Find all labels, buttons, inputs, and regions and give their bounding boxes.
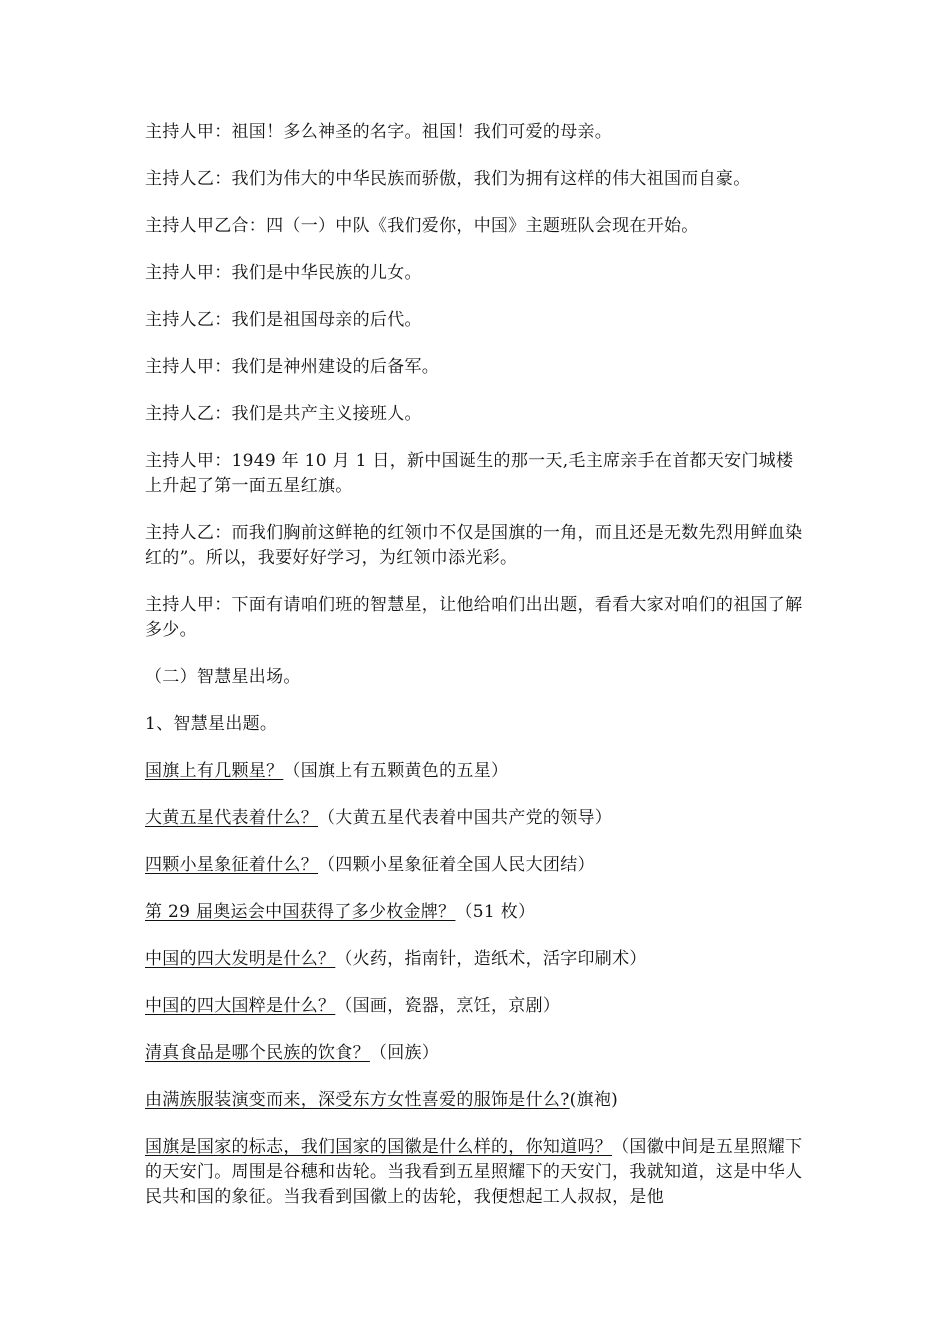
subsection-heading: 1、智慧星出题。 xyxy=(145,714,278,734)
document-body xyxy=(145,120,810,1210)
dialogue-line: 主持人甲：我们是神州建设的后备军。 xyxy=(145,357,440,377)
quiz-item xyxy=(145,853,810,878)
quiz-answer: （火药，指南针，造纸术，活字印刷术） xyxy=(335,949,647,969)
quiz-item xyxy=(145,994,810,1019)
quiz-question: 大黄五星代表着什么？ xyxy=(145,808,318,828)
quiz-answer: （回族） xyxy=(369,1043,440,1063)
quiz-answer: （国徽中间是五星照耀下的天安门。周围是谷穗和齿轮。当我看到五星照耀下的天安门，我就知道，这是中华人民共和国的象征。当我看到国徽上的齿轮，我便想起工人叔叔，是他 xyxy=(145,1137,803,1207)
quiz-answer: （国画，瓷器，烹饪，京剧） xyxy=(335,996,561,1016)
quiz-item xyxy=(145,1135,810,1210)
quiz-answer: （51 枚） xyxy=(455,902,536,922)
dialogue-line: 主持人乙：我们是共产主义接班人。 xyxy=(145,404,422,424)
quiz-question: 四颗小星象征着什么？ xyxy=(145,855,318,875)
quiz-answer: （国旗上有五颗黄色的五星） xyxy=(283,761,509,781)
dialogue-line: 主持人乙：我们为伟大的中华民族而骄傲，我们为拥有这样的伟大祖国而自豪。 xyxy=(145,169,751,189)
dialogue-line: 主持人甲乙合：四（一）中队《我们爱你，中国》主题班队会现在开始。 xyxy=(145,216,699,236)
quiz-answer: （四颗小星象征着全国人民大团结） xyxy=(318,855,595,875)
quiz-item xyxy=(145,900,810,925)
dialogue-line: 主持人乙：我们是祖国母亲的后代。 xyxy=(145,310,422,330)
quiz-question: 第 29 届奥运会中国获得了多少枚金牌？ xyxy=(145,902,456,922)
quiz-item xyxy=(145,1041,810,1066)
dialogue-line: 主持人甲：我们是中华民族的儿女。 xyxy=(145,263,422,283)
quiz-item xyxy=(145,947,810,972)
quiz-question: 国旗是国家的标志，我们国家的国徽是什么样的，你知道吗？ xyxy=(145,1137,613,1157)
dialogue-line: 主持人甲：祖国！多么神圣的名字。祖国！我们可爱的母亲。 xyxy=(145,122,613,142)
quiz-question: 清真食品是哪个民族的饮食？ xyxy=(145,1043,370,1063)
quiz-item xyxy=(145,1088,810,1113)
section-heading: （二）智慧星出场。 xyxy=(145,667,301,687)
quiz-question: 中国的四大发明是什么？ xyxy=(145,949,336,969)
dialogue-line: 主持人甲：下面有请咱们班的智慧星，让他给咱们出出题，看看大家对咱们的祖国了解多少。 xyxy=(145,595,803,640)
quiz-question: 由满族服装演变而来，深受东方女性喜爱的服饰是什么? xyxy=(145,1090,570,1110)
quiz-question: 中国的四大国粹是什么？ xyxy=(145,996,336,1016)
quiz-item xyxy=(145,759,810,784)
quiz-answer: （大黄五星代表着中国共产党的领导） xyxy=(318,808,613,828)
dialogue-line: 主持人乙：而我们胸前这鲜艳的红领巾不仅是国旗的一角，而且还是无数先烈用鲜血染红的”。所以，我要好好学习，为红领巾添光彩。 xyxy=(145,523,803,568)
quiz-question: 国旗上有几颗星？ xyxy=(145,761,284,781)
quiz-answer: (旗袍) xyxy=(569,1090,619,1110)
quiz-item xyxy=(145,806,810,831)
dialogue-line: 主持人甲：1949 年 10 月 1 日，新中国诞生的那一天,毛主席亲手在首都天安门城楼上升起了第一面五星红旗。 xyxy=(145,451,794,496)
